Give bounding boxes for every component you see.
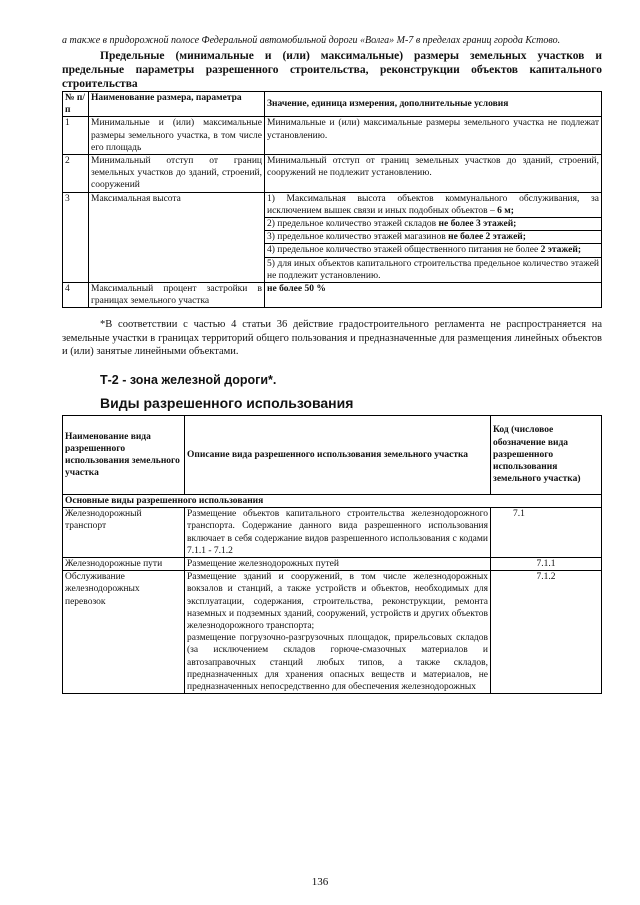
- footnote: *В соответствии с частью 4 статьи 36 действие градостроительного регламента не распространяется на земельные участки в границах территорий общего пользования и предназначенные для размещения линейных объектов и (или) занятые линейными объектами.: [62, 319, 602, 358]
- row-value: Минимальный отступ от границ земельных участков до зданий, строений, сооружений не подлежит установлению.: [265, 155, 602, 193]
- zone-title: Т-2 - зона железной дороги*.: [100, 372, 277, 387]
- table-row: [63, 508, 602, 558]
- row-num: 4: [63, 283, 89, 308]
- row-name: Максимальный процент застройки в границах земельного участка: [89, 283, 265, 308]
- use-desc: Размещение объектов капитального строительства железнодорожного транспорта. Содержание данного вида разрешенного использования включает в себя содержание видов разрешенного использования с кодами 7.1.1 - 7.1.2: [185, 508, 491, 558]
- uses-table: [62, 415, 602, 694]
- row-value: [265, 192, 602, 282]
- use-name: Железнодорожные пути: [63, 557, 185, 570]
- page-number: 136: [311, 876, 329, 888]
- use-code: 7.1.2: [491, 571, 602, 694]
- use-desc: Размещение железнодорожных путей: [185, 557, 491, 570]
- header-num: № п/п: [63, 92, 89, 117]
- height-item-5: 5) для иных объектов капитального строительства предельное количество этажей не подлежит установлению.: [267, 258, 599, 281]
- height-item-3: 3) предельное количество этажей магазинов не более 2 этажей;: [265, 231, 601, 244]
- height-item-1: 1) Максимальная высота объектов коммунального обслуживания, за исключением вышек связи и иных подобных объектов – 6 м;: [265, 193, 601, 218]
- section-label: Основные виды разрешенного использования: [63, 494, 602, 507]
- use-name: Обслуживание железнодорожных перевозок: [63, 571, 185, 694]
- row-value: не более 50 %: [265, 283, 602, 308]
- header-value: Значение, единица измерения, дополнительные условия: [265, 92, 602, 117]
- row-value: Минимальные и (или) максимальные размеры земельного участка не подлежат установлению.: [265, 117, 602, 155]
- use-name: Железнодорожный транспорт: [63, 508, 185, 558]
- row-num: 1: [63, 117, 89, 155]
- section-row: [63, 494, 602, 507]
- row-num: 2: [63, 155, 89, 193]
- table-row: [63, 571, 602, 694]
- table-header-row: [63, 92, 602, 117]
- use-code: 7.1.1: [491, 557, 602, 570]
- table-row: [63, 557, 602, 570]
- section-title: Предельные (минимальные и (или) максимальные) размеры земельных участков и предельные параметры разрешенного строительства, реконструкции объектов капитального строительства: [62, 50, 602, 90]
- height-item-4: 4) предельное количество этажей общественного питания не более 2 этажей;: [265, 244, 601, 257]
- table-row: [63, 192, 602, 282]
- header-use-code: Код (числовое обозначение вида разрешенного использования земельного участка): [491, 415, 602, 494]
- use-code: 7.1: [491, 508, 602, 558]
- document-page: [62, 34, 602, 694]
- header-use-desc: Описание вида разрешенного использования земельного участка: [185, 415, 491, 494]
- use-desc: Размещение зданий и сооружений, в том числе железнодорожных вокзалов и станций, а также устройств и объектов, необходимых для эксплуатации, содержания, строительства, реконструкции, ремонта наземных и подземных зданий, сооружений, устройств и других объектов железнодорожного транспорта; размещение погрузочно-разгрузочных площадок, прирельсовых складов (за исключением складов горюче-смазочных материалов и автозаправочных станций любых типов, а также складов, предназначенных для хранения опасных веществ и материалов, не предназначенных непосредственно для обеспечения железнодорожных: [185, 571, 491, 694]
- uses-header-row: [63, 415, 602, 494]
- row-name: Минимальный отступ от границ земельных участков до зданий, строений, сооружений: [89, 155, 265, 193]
- table-row: [63, 283, 602, 308]
- row-name: Максимальная высота: [89, 192, 265, 282]
- height-item-2: 2) предельное количество этажей складов не более 3 этажей;: [265, 218, 601, 231]
- uses-title: Виды разрешенного использования: [100, 394, 354, 411]
- row-name: Минимальные и (или) максимальные размеры земельного участка, в том числе его площадь: [89, 117, 265, 155]
- intro-line: а также в придорожной полосе Федеральной автомобильной дороги «Волга» М-7 в пределах границ города Кстово.: [62, 35, 561, 46]
- table-row: [63, 117, 602, 155]
- row-num: 3: [63, 192, 89, 282]
- table-row: [63, 155, 602, 193]
- header-use-name: Наименование вида разрешенного использования земельного участка: [63, 415, 185, 494]
- parameters-table: [62, 91, 602, 308]
- header-name: Наименование размера, параметра: [89, 92, 265, 117]
